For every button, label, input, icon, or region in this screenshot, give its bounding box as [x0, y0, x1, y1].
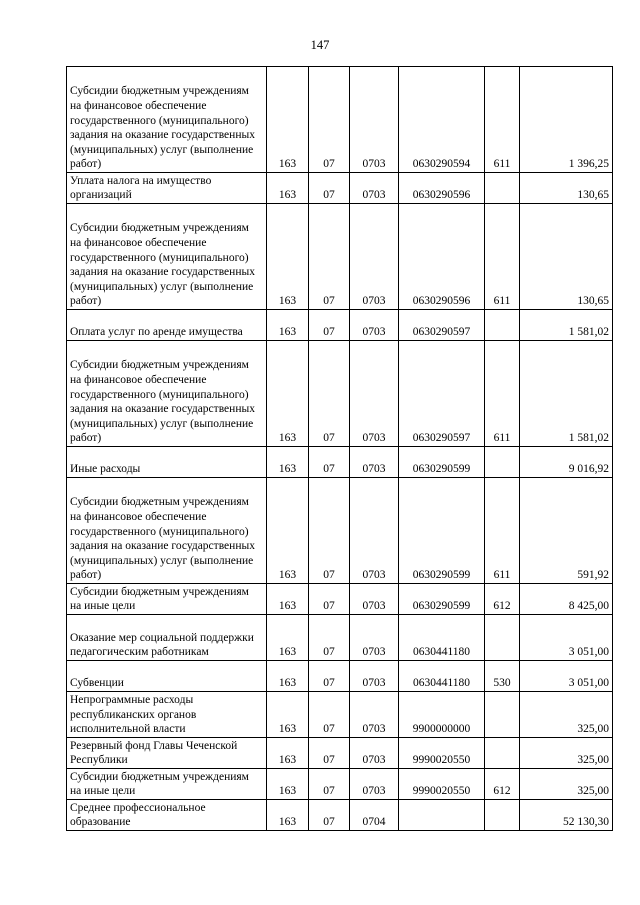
- table-row: [67, 769, 613, 800]
- row-name-cell: Резервный фонд Главы Чеченской Республики: [67, 738, 267, 769]
- row-code-cell: 163: [267, 738, 309, 769]
- row-code-cell: 163: [267, 67, 309, 173]
- row-section-cell: 07: [309, 584, 350, 615]
- table-row: [67, 615, 613, 661]
- row-target-cell: 0630290597: [399, 310, 485, 341]
- row-subsection-cell: 0703: [350, 738, 399, 769]
- row-target-cell: 9990020550: [399, 738, 485, 769]
- row-name-cell: Оказание мер социальной поддержки педагогическим работникам: [67, 615, 267, 661]
- row-subsection-cell: 0703: [350, 584, 399, 615]
- row-amount-cell: 1 581,02: [520, 341, 613, 447]
- row-amount-cell: 325,00: [520, 738, 613, 769]
- row-expense-type-cell: 611: [485, 204, 520, 310]
- row-amount-cell: 8 425,00: [520, 584, 613, 615]
- row-code-cell: 163: [267, 341, 309, 447]
- row-target-cell: 9900000000: [399, 692, 485, 738]
- row-code-cell: 163: [267, 584, 309, 615]
- row-section-cell: 07: [309, 67, 350, 173]
- row-subsection-cell: 0703: [350, 67, 399, 173]
- row-amount-cell: 9 016,92: [520, 447, 613, 478]
- budget-table: [66, 66, 613, 831]
- row-subsection-cell: 0703: [350, 204, 399, 310]
- row-expense-type-cell: 612: [485, 584, 520, 615]
- table-row: [67, 204, 613, 310]
- page-number: 147: [310, 38, 330, 52]
- row-code-cell: 163: [267, 769, 309, 800]
- row-section-cell: 07: [309, 800, 350, 831]
- row-subsection-cell: 0704: [350, 800, 399, 831]
- row-amount-cell: 3 051,00: [520, 615, 613, 661]
- row-expense-type-cell: [485, 173, 520, 204]
- table-row: [67, 738, 613, 769]
- row-expense-type-cell: [485, 800, 520, 831]
- row-expense-type-cell: [485, 447, 520, 478]
- row-target-cell: 0630290599: [399, 478, 485, 584]
- row-target-cell: 0630290599: [399, 447, 485, 478]
- row-expense-type-cell: [485, 692, 520, 738]
- row-subsection-cell: 0703: [350, 341, 399, 447]
- row-section-cell: 07: [309, 738, 350, 769]
- row-expense-type-cell: [485, 615, 520, 661]
- row-subsection-cell: 0703: [350, 478, 399, 584]
- row-expense-type-cell: 611: [485, 67, 520, 173]
- row-name-cell: Среднее профессиональное образование: [67, 800, 267, 831]
- table-row: [67, 478, 613, 584]
- row-target-cell: 0630441180: [399, 615, 485, 661]
- row-subsection-cell: 0703: [350, 692, 399, 738]
- row-code-cell: 163: [267, 692, 309, 738]
- row-amount-cell: 3 051,00: [520, 661, 613, 692]
- row-code-cell: 163: [267, 478, 309, 584]
- row-name-cell: Иные расходы: [67, 447, 267, 478]
- row-target-cell: 0630290594: [399, 67, 485, 173]
- row-name-cell: Субсидии бюджетным учреждениям на финансовое обеспечение государственного (муниципального) задания на оказание государственных (муниципальных) услуг (выполнение работ): [67, 341, 267, 447]
- row-section-cell: 07: [309, 769, 350, 800]
- row-code-cell: 163: [267, 615, 309, 661]
- row-target-cell: 0630290599: [399, 584, 485, 615]
- table-row: [67, 692, 613, 738]
- row-subsection-cell: 0703: [350, 310, 399, 341]
- row-section-cell: 07: [309, 478, 350, 584]
- row-subsection-cell: 0703: [350, 173, 399, 204]
- row-section-cell: 07: [309, 173, 350, 204]
- row-target-cell: 0630290597: [399, 341, 485, 447]
- row-code-cell: 163: [267, 204, 309, 310]
- row-section-cell: 07: [309, 615, 350, 661]
- table-row: [67, 661, 613, 692]
- row-subsection-cell: 0703: [350, 661, 399, 692]
- row-section-cell: 07: [309, 447, 350, 478]
- row-section-cell: 07: [309, 661, 350, 692]
- table-row: [67, 341, 613, 447]
- row-section-cell: 07: [309, 692, 350, 738]
- row-expense-type-cell: 611: [485, 341, 520, 447]
- row-section-cell: 07: [309, 310, 350, 341]
- row-code-cell: 163: [267, 661, 309, 692]
- table-row: [67, 584, 613, 615]
- row-amount-cell: 1 581,02: [520, 310, 613, 341]
- row-amount-cell: 325,00: [520, 692, 613, 738]
- table-row: [67, 800, 613, 831]
- row-code-cell: 163: [267, 173, 309, 204]
- table-row: [67, 67, 613, 173]
- row-target-cell: 0630290596: [399, 204, 485, 310]
- row-expense-type-cell: 611: [485, 478, 520, 584]
- row-amount-cell: 52 130,30: [520, 800, 613, 831]
- row-expense-type-cell: 530: [485, 661, 520, 692]
- row-subsection-cell: 0703: [350, 769, 399, 800]
- row-target-cell: 0630290596: [399, 173, 485, 204]
- row-code-cell: 163: [267, 800, 309, 831]
- row-name-cell: Субсидии бюджетным учреждениям на финансовое обеспечение государственного (муниципального) задания на оказание государственных (муниципальных) услуг (выполнение работ): [67, 67, 267, 173]
- row-name-cell: Субсидии бюджетным учреждениям на иные цели: [67, 769, 267, 800]
- row-target-cell: 0630441180: [399, 661, 485, 692]
- row-expense-type-cell: [485, 310, 520, 341]
- row-code-cell: 163: [267, 447, 309, 478]
- row-amount-cell: 130,65: [520, 173, 613, 204]
- row-amount-cell: 325,00: [520, 769, 613, 800]
- row-name-cell: Уплата налога на имущество организаций: [67, 173, 267, 204]
- row-subsection-cell: 0703: [350, 615, 399, 661]
- row-name-cell: Субсидии бюджетным учреждениям на финансовое обеспечение государственного (муниципального) задания на оказание государственных (муниципальных) услуг (выполнение работ): [67, 478, 267, 584]
- table-row: [67, 173, 613, 204]
- row-subsection-cell: 0703: [350, 447, 399, 478]
- table-row: [67, 310, 613, 341]
- row-name-cell: Оплата услуг по аренде имущества: [67, 310, 267, 341]
- row-name-cell: Субвенции: [67, 661, 267, 692]
- table-row: [67, 447, 613, 478]
- row-amount-cell: 1 396,25: [520, 67, 613, 173]
- row-section-cell: 07: [309, 204, 350, 310]
- row-target-cell: 9990020550: [399, 769, 485, 800]
- row-expense-type-cell: [485, 738, 520, 769]
- row-target-cell: [399, 800, 485, 831]
- row-expense-type-cell: 612: [485, 769, 520, 800]
- row-section-cell: 07: [309, 341, 350, 447]
- row-code-cell: 163: [267, 310, 309, 341]
- row-name-cell: Субсидии бюджетным учреждениям на иные цели: [67, 584, 267, 615]
- row-name-cell: Субсидии бюджетным учреждениям на финансовое обеспечение государственного (муниципального) задания на оказание государственных (муниципальных) услуг (выполнение работ): [67, 204, 267, 310]
- row-amount-cell: 130,65: [520, 204, 613, 310]
- row-amount-cell: 591,92: [520, 478, 613, 584]
- row-name-cell: Непрограммные расходы республиканских органов исполнительной власти: [67, 692, 267, 738]
